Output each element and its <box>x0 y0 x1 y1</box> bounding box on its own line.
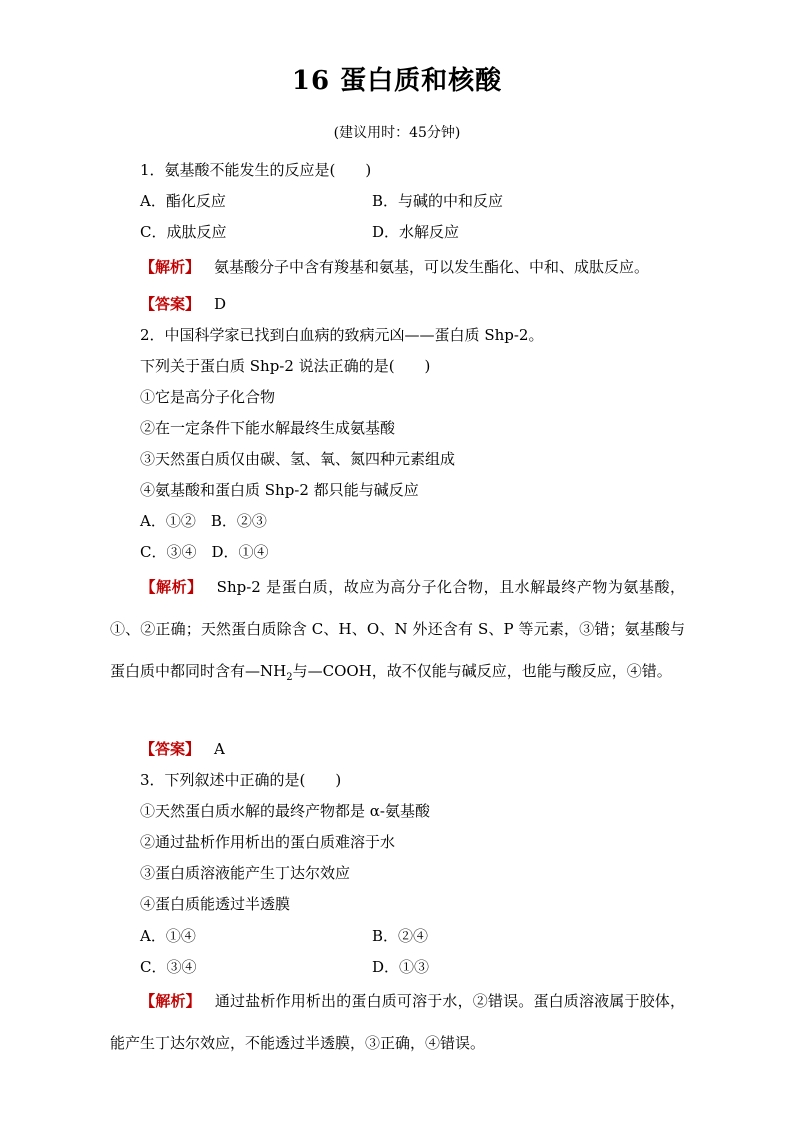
analysis-label: 【解析】 <box>140 258 201 276</box>
q3-analysis-text: 通过盐析作用析出的蛋白质可溶于水，②错误。蛋白质溶液属于胶体，能产生丁达尔效应，不能透过半透膜，③正确，④错误。 <box>110 992 685 1052</box>
q1-answer-value: D <box>214 295 227 313</box>
q3-statement-1: ①天然蛋白质水解的最终产物都是 α-氨基酸 <box>140 802 430 820</box>
q3-analysis <box>110 980 685 1064</box>
q1-option-a: A．酯化反应 <box>140 192 226 210</box>
q3-option-b: B．②④ <box>372 927 429 945</box>
q2-statement-3: ③天然蛋白质仅由碳、氢、氧、氮四种元素组成 <box>140 450 456 468</box>
q1-stem: 1．氨基酸不能发生的反应是( ) <box>140 161 372 179</box>
q2-analysis-subscript: 2 <box>286 672 293 683</box>
q2-statement-4: ④氨基酸和蛋白质 Shp-2 都只能与碱反应 <box>140 481 419 499</box>
q2-options-cd: C．③④ D．①④ <box>140 543 269 561</box>
suggested-time: (建议用时：45分钟) <box>333 125 461 141</box>
answer-label: 【答案】 <box>140 740 201 758</box>
q3-stem: 3．下列叙述中正确的是( ) <box>140 771 342 789</box>
q2-analysis <box>110 566 685 699</box>
q1-option-b: B．与碱的中和反应 <box>372 192 504 210</box>
q2-options-ab: A．①② B．②③ <box>140 512 267 530</box>
q2-answer-value: A <box>214 740 225 758</box>
page-title: 16 蛋白质和核酸 <box>291 66 503 96</box>
q1-option-d: D．水解反应 <box>372 223 460 241</box>
q2-analysis-text: Shp-2 是蛋白质，故应为高分子化合物，且水解最终产物为氨基酸，①、②正确；天然蛋白质除含 C、H、O、N 外还含有 S、P 等元素，③错；氨基酸与蛋白质中都同时含有—NH <box>110 578 685 680</box>
q1-analysis <box>140 257 649 277</box>
q1-analysis-text: 氨基酸分子中含有羧基和氨基，可以发生酯化、中和、成肽反应。 <box>214 258 650 276</box>
q2-analysis-text-cont: 与—COOH，故不仅能与碱反应，也能与酸反应，④错。 <box>292 662 672 680</box>
q3-option-c: C．③④ <box>140 958 197 976</box>
q2-answer <box>140 739 225 759</box>
q2-statement-1: ①它是高分子化合物 <box>140 388 276 406</box>
q1-answer <box>140 294 226 314</box>
q1-option-c: C．成肽反应 <box>140 223 227 241</box>
q3-statement-3: ③蛋白质溶液能产生丁达尔效应 <box>140 864 351 882</box>
q3-option-d: D．①③ <box>372 958 430 976</box>
analysis-label: 【解析】 <box>140 578 203 596</box>
q2-stem-line2: 下列关于蛋白质 Shp-2 说法正确的是( ) <box>140 357 431 375</box>
answer-label: 【答案】 <box>140 295 201 313</box>
q2-statement-2: ②在一定条件下能水解最终生成氨基酸 <box>140 419 396 437</box>
q3-option-a: A．①④ <box>140 927 196 945</box>
q3-statement-2: ②通过盐析作用析出的蛋白质难溶于水 <box>140 833 396 851</box>
analysis-label: 【解析】 <box>140 992 201 1010</box>
q3-statement-4: ④蛋白质能透过半透膜 <box>140 895 291 913</box>
q2-stem-line1: 2．中国科学家已找到白血病的致病元凶——蛋白质 Shp-2。 <box>140 326 544 344</box>
